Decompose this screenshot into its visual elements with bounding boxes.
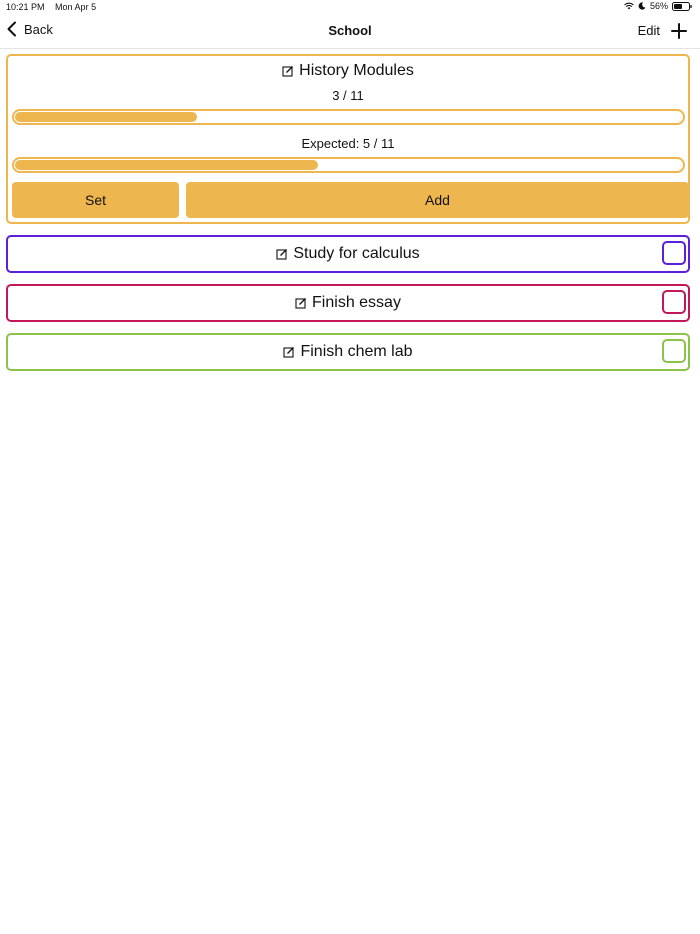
task-label-text: Finish chem lab bbox=[300, 343, 413, 360]
progress-card bbox=[6, 54, 690, 224]
current-progress-bar bbox=[12, 109, 685, 125]
task-checkbox[interactable] bbox=[662, 241, 686, 265]
progress-card-title[interactable] bbox=[8, 62, 688, 80]
status-right bbox=[624, 1, 692, 11]
add-button[interactable]: Add bbox=[186, 182, 689, 218]
progress-card-title-text: History Modules bbox=[299, 62, 414, 79]
edit-icon bbox=[282, 65, 294, 77]
task-label-text: Finish essay bbox=[312, 294, 401, 311]
task-checkbox[interactable] bbox=[662, 290, 686, 314]
set-button[interactable]: Set bbox=[12, 182, 179, 218]
status-time: 10:21 PM bbox=[6, 2, 45, 12]
task-card[interactable] bbox=[6, 235, 690, 273]
progress-count: 3 / 11 bbox=[332, 88, 364, 103]
task-label bbox=[276, 245, 419, 263]
page-title: School bbox=[328, 23, 372, 38]
edit-button[interactable]: Edit bbox=[637, 23, 660, 38]
expected-progress-bar bbox=[12, 157, 685, 173]
status-bar bbox=[0, 0, 700, 14]
back-label: Back bbox=[24, 21, 53, 37]
edit-icon bbox=[283, 346, 295, 358]
battery-icon bbox=[672, 2, 692, 11]
task-card[interactable] bbox=[6, 284, 690, 322]
expected-progress-text: Expected: 5 / 11 bbox=[301, 136, 395, 151]
moon-icon bbox=[638, 2, 646, 10]
navigation-bar bbox=[0, 14, 700, 49]
current-progress-fill bbox=[15, 112, 197, 122]
edit-icon bbox=[276, 248, 288, 260]
task-card[interactable] bbox=[6, 333, 690, 371]
expected-progress-fill bbox=[15, 160, 318, 170]
task-checkbox[interactable] bbox=[662, 339, 686, 363]
status-date: Mon Apr 5 bbox=[55, 2, 97, 12]
wifi-icon bbox=[624, 2, 634, 10]
task-label-text: Study for calculus bbox=[293, 245, 420, 262]
plus-icon[interactable] bbox=[670, 22, 688, 40]
task-label bbox=[295, 294, 401, 312]
edit-icon bbox=[295, 297, 307, 309]
battery-percent: 56% bbox=[649, 1, 668, 11]
task-label bbox=[283, 343, 412, 361]
status-left bbox=[6, 2, 104, 12]
